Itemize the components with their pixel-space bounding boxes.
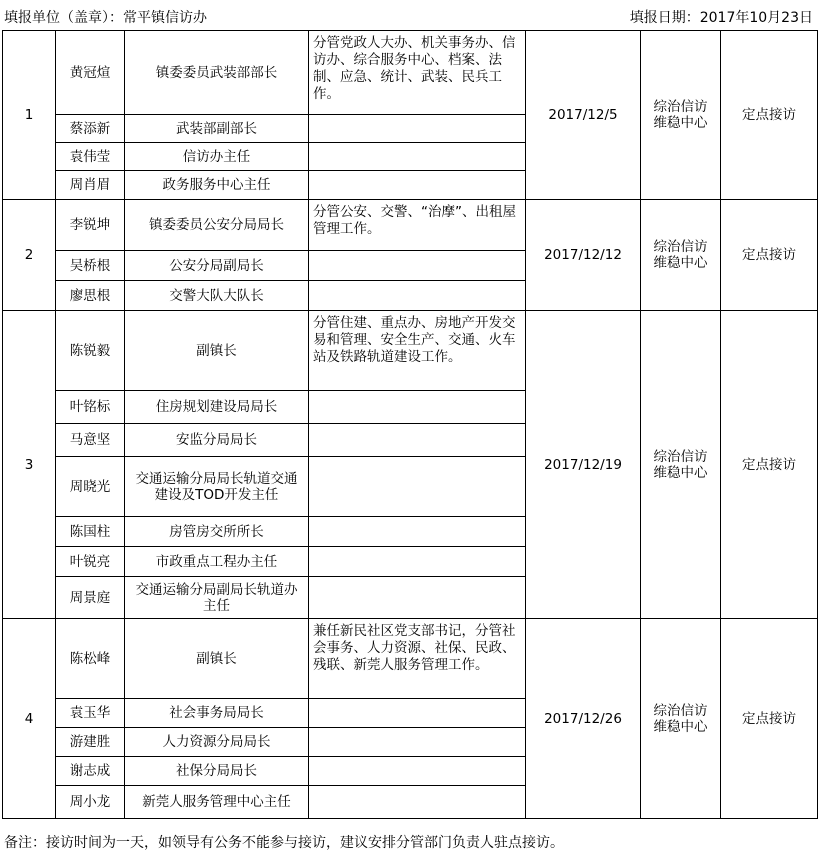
reporting-unit: 填报单位（盖章）：常平镇信访办 [4,10,207,26]
visit-date: 2017/12/26 [526,619,641,819]
leader-duty [309,786,526,819]
table-row [3,619,818,699]
reporting-date: 填报日期：2017年10月23日 [629,10,813,26]
leader-duty: 分管公安、交警、“治摩”、出租屋管理工作。 [309,200,526,251]
group-number: 4 [3,619,56,819]
leader-duty [309,281,526,311]
leader-name: 陈锐毅 [56,311,125,391]
visit-type: 定点接访 [721,619,818,819]
table-row [3,200,818,251]
leader-title: 新莞人服务管理中心主任 [125,786,309,819]
leader-title: 武装部副部长 [125,115,309,143]
leader-duty [309,457,526,517]
visit-place: 综治信访维稳中心 [641,311,721,619]
leader-name: 周晓光 [56,457,125,517]
leader-name: 廖思根 [56,281,125,311]
leader-title: 公安分局副局长 [125,251,309,281]
leader-name: 陈国柱 [56,517,125,547]
leader-duty [309,699,526,728]
visit-date: 2017/12/12 [526,200,641,311]
leader-title: 社保分局局长 [125,757,309,786]
leader-name: 黄冠煊 [56,31,125,115]
leader-title: 交通运输分局副局长轨道办主任 [125,577,309,619]
footnote: 备注：接访时间为一天，如领导有公务不能参与接访，建议安排分管部门负责人驻点接访。 [4,835,564,851]
leader-title: 副镇长 [125,311,309,391]
leader-title: 镇委委员武装部部长 [125,31,309,115]
leader-duty [309,424,526,457]
group-number: 1 [3,31,56,200]
leader-duty [309,577,526,619]
leader-duty [309,547,526,577]
leader-name: 谢志成 [56,757,125,786]
leader-title: 交通运输分局局长轨道交通建设及TOD开发主任 [125,457,309,517]
leader-name: 周景庭 [56,577,125,619]
leader-duty [309,251,526,281]
leader-name: 袁玉华 [56,699,125,728]
leader-title: 镇委委员公安分局局长 [125,200,309,251]
leader-duty: 兼任新民社区党支部书记，分管社会事务、人力资源、社保、民政、残联、新莞人服务管理工作。 [309,619,526,699]
visit-date: 2017/12/19 [526,311,641,619]
visit-type: 定点接访 [721,31,818,200]
leader-duty [309,171,526,200]
leader-title: 人力资源分局局长 [125,728,309,757]
leader-duty: 分管党政人大办、机关事务办、信访办、综合服务中心、档案、法制、应急、统计、武装、民兵工作。 [309,31,526,115]
leader-duty [309,517,526,547]
leader-title: 副镇长 [125,619,309,699]
table-row [3,311,818,391]
leader-name: 马意坚 [56,424,125,457]
leader-title: 社会事务局局长 [125,699,309,728]
leader-title: 房管房交所所长 [125,517,309,547]
leader-name: 叶铭标 [56,391,125,424]
form-header [0,0,819,30]
leader-duty [309,728,526,757]
leader-name: 周肖眉 [56,171,125,200]
leader-title: 信访办主任 [125,143,309,171]
group-number: 2 [3,200,56,311]
leader-duty [309,757,526,786]
leader-title: 住房规划建设局局长 [125,391,309,424]
table-row [3,31,818,115]
leader-name: 袁伟莹 [56,143,125,171]
leader-duty: 分管住建、重点办、房地产开发交易和管理、安全生产、交通、火车站及铁路轨道建设工作。 [309,311,526,391]
leader-duty [309,143,526,171]
leader-name: 叶锐亮 [56,547,125,577]
leader-title: 安监分局局长 [125,424,309,457]
visit-type: 定点接访 [721,200,818,311]
leader-title: 交警大队大队长 [125,281,309,311]
leader-duty [309,115,526,143]
leader-duty [309,391,526,424]
visit-date: 2017/12/5 [526,31,641,200]
leader-title: 市政重点工程办主任 [125,547,309,577]
leader-name: 游建胜 [56,728,125,757]
visit-place: 综治信访维稳中心 [641,200,721,311]
visit-place: 综治信访维稳中心 [641,619,721,819]
leader-name: 吴桥根 [56,251,125,281]
leader-name: 陈松峰 [56,619,125,699]
visit-place: 综治信访维稳中心 [641,31,721,200]
leader-name: 蔡添新 [56,115,125,143]
visit-type: 定点接访 [721,311,818,619]
group-number: 3 [3,311,56,619]
leader-title: 政务服务中心主任 [125,171,309,200]
leader-name: 周小龙 [56,786,125,819]
schedule-table [2,30,818,819]
leader-name: 李锐坤 [56,200,125,251]
